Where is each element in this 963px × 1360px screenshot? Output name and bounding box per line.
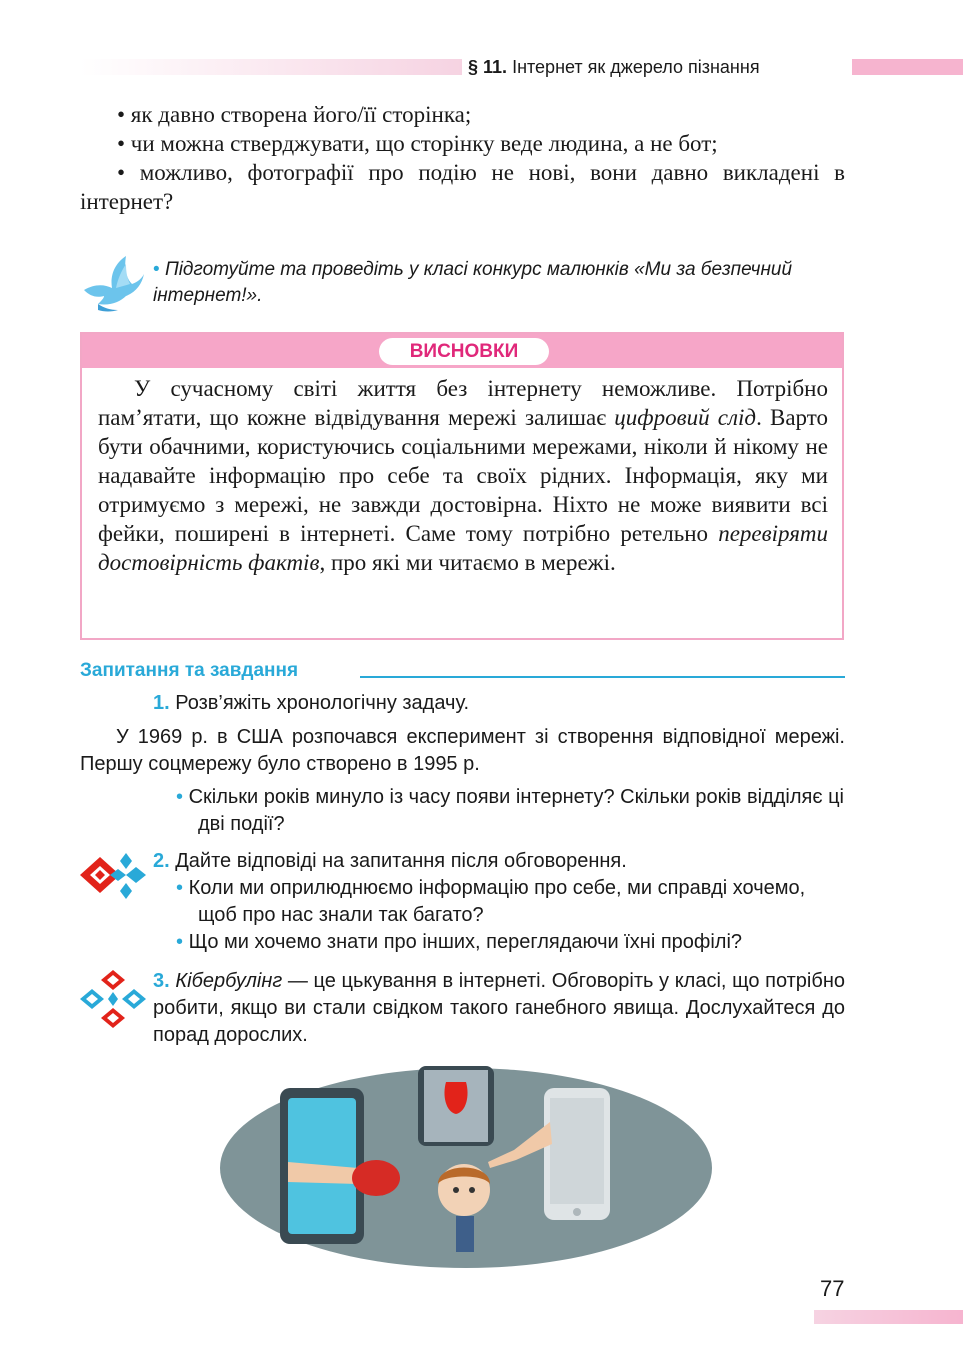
bullet-item: • можливо, фотографії про подію не нові, вони давно викладені в інтернет? [80, 160, 845, 214]
question-3 [153, 968, 845, 1049]
dove-task-bullet: • [153, 259, 160, 280]
footer-band [814, 1310, 963, 1324]
question-bullet-text: Скільки років минуло із часу появи інтернету? Скільки років відділяє ці дві події? [188, 786, 844, 835]
ornament-cluster-icon [80, 970, 146, 1028]
header-band-left [80, 59, 462, 75]
page-number: 77 [820, 1276, 845, 1301]
header-title [468, 56, 760, 78]
questions-title-text: Запитання та завдання [80, 658, 304, 684]
question-number: 2. [153, 850, 170, 872]
conclusions-paragraph [98, 374, 828, 577]
bullet-dot: • [176, 877, 184, 899]
cyberbullying-illustration [218, 1066, 714, 1270]
dove-icon [80, 254, 146, 314]
conclusions-heading: ВИСНОВКИ [379, 338, 549, 365]
question-1 [153, 690, 469, 717]
header-section-title: Інтернет як джерело пізнання [512, 57, 760, 77]
question-2 [153, 848, 845, 956]
question-text: — це цькування в інтернеті. Обговоріть у класі, що потрібно робити, якщо ви стали свідком такого ганебного явища. Дослухайтеся до порад дорослих. [153, 970, 845, 1046]
conclusions-part: У сучасному світі життя без інтернету неможливе. Потрібно пам’ятати, що кожне відвідування мережі залишає [98, 376, 828, 430]
question-2-lead [153, 848, 845, 875]
question-1-bullet [176, 784, 868, 838]
conclusions-part: . Варто бути обачними, користуючись соціальними мережами, ніколи й нікому не надавайте інформацію про себе та своїх рідних. Інформація, яку ми отримуємо з мережі, не завжди достовірна. Ніхто не може виявити всі фейки, поширені в інтернеті. Саме тому потрібно ретельно [98, 405, 829, 546]
question-number: 1. [153, 692, 170, 714]
conclusions-emphasis: цифровий слід [614, 405, 757, 430]
bullet-item: • як давно створена його/її сторінка; [117, 102, 472, 127]
bullet-dot: • [176, 786, 184, 808]
running-header [0, 56, 963, 78]
bullet-list [80, 100, 845, 216]
question-term: Кібербулінг [175, 970, 283, 992]
question-text: Розв’яжіть хронологічну задачу. [175, 692, 470, 714]
conclusions-emphasis: перевіряти достовірність фактів [98, 521, 828, 575]
section-title-rule [360, 676, 845, 678]
dove-task-text: Підготуйте та проведіть у класі конкурс малюнків «Ми за безпечний інтернет!». [153, 259, 793, 306]
question-1-context: У 1969 р. в США розпочався експеримент зі створення відповідної мережі. Першу соцмережу було створено в 1995 р. [80, 726, 845, 775]
question-2-bullet [153, 929, 845, 956]
question-2-bullet [153, 875, 845, 929]
header-band-right [852, 59, 963, 75]
question-bullet-text: Що ми хочемо знати про інших, переглядаючи їхні профілі? [188, 931, 743, 953]
questions-section-title [80, 658, 845, 684]
bullet-dot: • [176, 931, 184, 953]
question-bullet-text: Коли ми оприлюднюємо інформацію про себе, ми справді хочемо, щоб про нас знали так багато? [188, 877, 806, 926]
question-number: 3. [153, 970, 170, 992]
header-section-number: § 11. [468, 57, 508, 77]
question-text: Дайте відповіді на запитання після обговорення. [175, 850, 627, 872]
ornament-pair-icon [80, 853, 146, 899]
conclusions-text [98, 374, 828, 577]
bullet-item: • чи можна стверджувати, що сторінку веде людина, а не бот; [117, 131, 718, 156]
conclusions-box [80, 332, 844, 640]
conclusions-part: , про які ми читаємо в мережі. [319, 550, 616, 575]
dove-task [153, 257, 845, 309]
